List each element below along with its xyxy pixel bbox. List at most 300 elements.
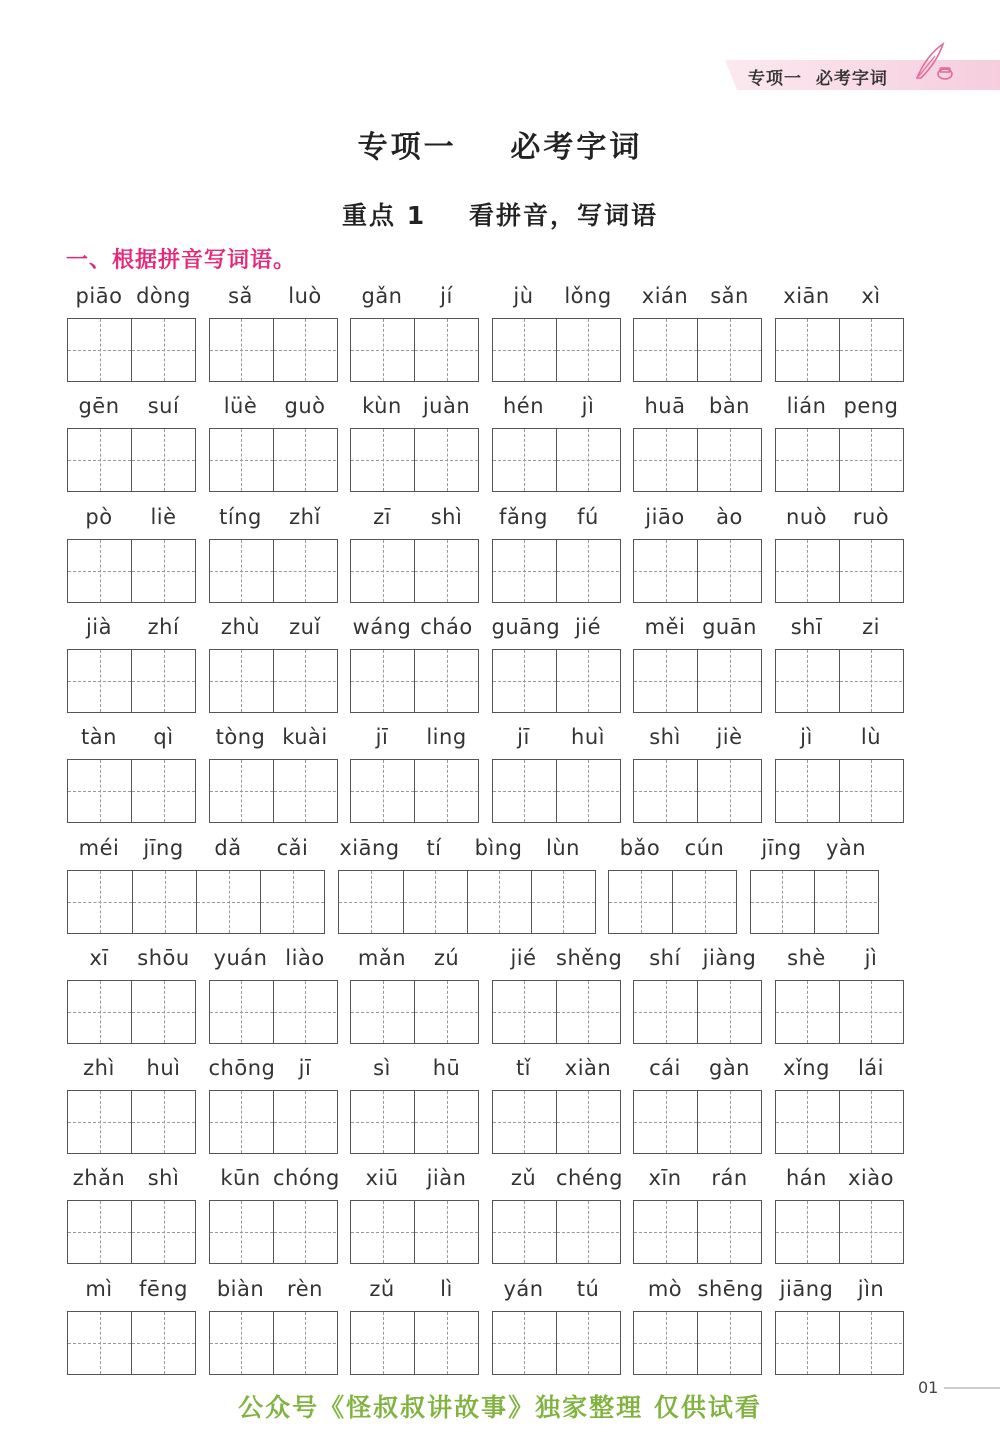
- writing-cell[interactable]: [68, 429, 131, 491]
- writing-cell[interactable]: [776, 429, 839, 491]
- writing-cell[interactable]: [131, 1312, 195, 1374]
- writing-cell[interactable]: [814, 871, 878, 933]
- writing-cell[interactable]: [697, 319, 761, 381]
- writing-cell[interactable]: [556, 981, 620, 1043]
- writing-cell[interactable]: [414, 760, 478, 822]
- writing-cell[interactable]: [493, 1091, 556, 1153]
- writing-cell[interactable]: [210, 319, 273, 381]
- writing-cell[interactable]: [351, 1091, 414, 1153]
- writing-cell[interactable]: [414, 1201, 478, 1263]
- pinyin-syllable: rán: [711, 1166, 748, 1191]
- pinyin-syllable: huì: [571, 725, 605, 750]
- writing-boxes: [209, 649, 338, 713]
- writing-boxes: [775, 759, 904, 823]
- writing-cell[interactable]: [351, 760, 414, 822]
- writing-boxes: [209, 539, 338, 603]
- writing-cell[interactable]: [493, 319, 556, 381]
- writing-boxes: [350, 980, 479, 1044]
- writing-cell[interactable]: [634, 429, 697, 491]
- writing-cell[interactable]: [351, 319, 414, 381]
- writing-cell[interactable]: [697, 650, 761, 712]
- pinyin-syllable: cái: [649, 1056, 681, 1081]
- writing-cell[interactable]: [776, 319, 839, 381]
- writing-cell[interactable]: [467, 871, 531, 933]
- writing-cell[interactable]: [556, 1091, 620, 1153]
- writing-boxes: [350, 1090, 479, 1154]
- pinyin-syllable: ruò: [852, 504, 890, 529]
- writing-cell[interactable]: [634, 1201, 697, 1263]
- pinyin-syllable: lái: [857, 1056, 885, 1081]
- pinyin-syllable: juàn: [422, 394, 471, 419]
- writing-cell[interactable]: [196, 871, 260, 933]
- writing-boxes: [775, 1090, 904, 1154]
- header-section-label: 专项一 必考字词: [748, 69, 888, 89]
- pinyin-syllable: rèn: [287, 1276, 323, 1301]
- pinyin-syllable: guò: [284, 394, 326, 419]
- writing-cell[interactable]: [493, 981, 556, 1043]
- exercise-row: [67, 1056, 907, 1156]
- writing-boxes: [67, 318, 196, 382]
- pinyin-syllable: zǔ: [369, 1276, 395, 1301]
- exercise-row: [67, 394, 907, 494]
- writing-cell[interactable]: [531, 871, 595, 933]
- pinyin-syllable: gàn: [708, 1056, 750, 1081]
- pinyin-syllable: sǎ: [228, 284, 253, 308]
- writing-cell[interactable]: [414, 319, 478, 381]
- writing-cell[interactable]: [493, 1201, 556, 1263]
- pinyin-syllable: jī: [517, 725, 530, 750]
- pinyin-syllable: mò: [647, 1276, 683, 1301]
- writing-boxes: [67, 870, 325, 934]
- writing-cell[interactable]: [273, 1201, 337, 1263]
- writing-boxes: [633, 980, 762, 1044]
- pinyin-syllable: zǔ: [510, 1166, 537, 1191]
- writing-cell[interactable]: [68, 319, 131, 381]
- pinyin-syllable: sì: [373, 1056, 391, 1081]
- writing-boxes: [350, 539, 479, 603]
- pinyin-syllable: zuǐ: [289, 614, 321, 639]
- writing-cell[interactable]: [634, 981, 697, 1043]
- pinyin-syllable: chóng: [273, 1166, 340, 1191]
- writing-boxes: [67, 539, 196, 603]
- pinyin-syllable: huì: [146, 1056, 181, 1081]
- writing-boxes: [633, 1090, 762, 1154]
- writing-cell[interactable]: [68, 1091, 131, 1153]
- writing-boxes: [633, 649, 762, 713]
- writing-cell[interactable]: [68, 540, 131, 602]
- pinyin-syllable: jì: [864, 945, 878, 970]
- pinyin-syllable: shěng: [556, 945, 623, 970]
- writing-cell[interactable]: [839, 1312, 903, 1374]
- writing-boxes: [209, 428, 338, 492]
- writing-cell[interactable]: [697, 1312, 761, 1374]
- pinyin-syllable: lǒng: [564, 284, 612, 308]
- writing-boxes: [775, 649, 904, 713]
- writing-boxes: [775, 428, 904, 492]
- pinyin-syllable: mǎn: [357, 945, 407, 970]
- pinyin-syllable: jīng: [143, 835, 184, 860]
- writing-cell[interactable]: [672, 871, 736, 933]
- writing-boxes: [492, 1311, 621, 1375]
- writing-cell[interactable]: [339, 871, 403, 933]
- writing-boxes: [209, 980, 338, 1044]
- writing-cell[interactable]: [839, 760, 903, 822]
- pinyin-syllable: xiū: [365, 1166, 399, 1191]
- pinyin-syllable: zhù: [220, 614, 261, 639]
- writing-cell[interactable]: [634, 319, 697, 381]
- pinyin-syllable: biàn: [216, 1276, 265, 1301]
- writing-boxes: [492, 759, 621, 823]
- writing-boxes: [67, 1090, 196, 1154]
- pinyin-syllable: tí: [426, 835, 442, 860]
- pinyin-syllable: xián: [641, 284, 689, 308]
- pinyin-syllable: chōng: [208, 1056, 276, 1081]
- pinyin-syllable: tǐ: [515, 1056, 532, 1081]
- pinyin-syllable: lù: [860, 725, 882, 750]
- pinyin-syllable: bàn: [708, 394, 750, 419]
- writing-cell[interactable]: [776, 650, 839, 712]
- writing-boxes: [350, 1311, 479, 1375]
- writing-cell[interactable]: [697, 540, 761, 602]
- pinyin-syllable: jù: [513, 284, 534, 308]
- pinyin-syllable: gēn: [78, 394, 120, 419]
- pinyin-syllable: méi: [78, 835, 120, 860]
- writing-boxes: [350, 428, 479, 492]
- writing-cell[interactable]: [697, 760, 761, 822]
- pinyin-syllable: shī: [790, 614, 823, 639]
- writing-cell[interactable]: [493, 650, 556, 712]
- writing-cell[interactable]: [68, 981, 131, 1043]
- writing-cell[interactable]: [839, 981, 903, 1043]
- pinyin-syllable: zī: [373, 504, 391, 529]
- writing-cell[interactable]: [839, 429, 903, 491]
- pinyin-syllable: ào: [716, 504, 743, 529]
- writing-cell[interactable]: [403, 871, 467, 933]
- writing-boxes: [350, 1200, 479, 1264]
- pinyin-syllable: luò: [288, 284, 322, 308]
- writing-cell[interactable]: [351, 1201, 414, 1263]
- pinyin-syllable: liào: [285, 945, 325, 970]
- pinyin-syllable: jiāng: [779, 1276, 834, 1301]
- pinyin-syllable: jì: [800, 725, 813, 750]
- pinyin-syllable: chéng: [556, 1166, 623, 1191]
- writing-cell[interactable]: [839, 319, 903, 381]
- writing-cell[interactable]: [351, 981, 414, 1043]
- pinyin-syllable: tòng: [215, 725, 266, 750]
- pinyin-syllable: dòng: [136, 284, 191, 308]
- writing-cell[interactable]: [210, 650, 273, 712]
- writing-cell[interactable]: [273, 981, 337, 1043]
- pinyin-syllable: jiàn: [426, 1166, 467, 1191]
- pinyin-syllable: huā: [644, 394, 686, 419]
- pinyin-syllable: xīn: [648, 1166, 682, 1191]
- writing-cell[interactable]: [131, 429, 195, 491]
- writing-cell[interactable]: [68, 1312, 131, 1374]
- writing-boxes: [775, 318, 904, 382]
- writing-cell[interactable]: [131, 319, 195, 381]
- writing-boxes: [633, 428, 762, 492]
- pinyin-syllable: bǎo: [619, 835, 661, 860]
- pinyin-syllable: shì: [147, 1166, 180, 1191]
- writing-cell[interactable]: [414, 981, 478, 1043]
- writing-boxes: [209, 759, 338, 823]
- writing-cell[interactable]: [210, 1201, 273, 1263]
- pinyin-syllable: jiāo: [645, 504, 685, 529]
- exercise-row: [67, 284, 907, 384]
- pinyin-syllable: ling: [426, 725, 467, 750]
- pinyin-syllable: jī: [375, 725, 389, 750]
- writing-cell[interactable]: [131, 1091, 195, 1153]
- writing-cell[interactable]: [414, 1091, 478, 1153]
- writing-cell[interactable]: [210, 760, 273, 822]
- pinyin-syllable: jié: [574, 614, 602, 639]
- writing-cell[interactable]: [556, 1201, 620, 1263]
- writing-cell[interactable]: [493, 760, 556, 822]
- pinyin-syllable: gǎn: [361, 284, 403, 308]
- writing-cell[interactable]: [776, 540, 839, 602]
- exercise-row: [67, 836, 907, 936]
- writing-cell[interactable]: [776, 981, 839, 1043]
- writing-cell[interactable]: [351, 540, 414, 602]
- pinyin-syllable: jià: [85, 614, 113, 639]
- writing-cell[interactable]: [697, 1091, 761, 1153]
- pinyin-syllable: jié: [510, 945, 537, 970]
- writing-boxes: [633, 539, 762, 603]
- writing-cell[interactable]: [751, 871, 814, 933]
- pinyin-syllable: jìn: [857, 1276, 885, 1301]
- writing-boxes: [492, 649, 621, 713]
- exercise-row: [67, 725, 907, 825]
- pinyin-syllable: hán: [786, 1166, 827, 1191]
- pinyin-syllable: bìng: [474, 835, 523, 860]
- writing-cell[interactable]: [414, 650, 478, 712]
- writing-cell[interactable]: [556, 760, 620, 822]
- writing-cell[interactable]: [351, 429, 414, 491]
- pinyin-syllable: kuài: [282, 725, 328, 750]
- pinyin-syllable: tíng: [219, 504, 262, 529]
- writing-cell[interactable]: [131, 650, 195, 712]
- writing-cell[interactable]: [210, 981, 273, 1043]
- pinyin-syllable: lùn: [546, 835, 580, 860]
- pinyin-syllable: jīng: [761, 835, 802, 860]
- writing-boxes: [350, 649, 479, 713]
- writing-boxes: [492, 980, 621, 1044]
- pinyin-syllable: mì: [85, 1276, 113, 1301]
- writing-cell[interactable]: [609, 871, 672, 933]
- writing-boxes: [209, 1311, 338, 1375]
- writing-boxes: [633, 318, 762, 382]
- writing-cell[interactable]: [634, 1312, 697, 1374]
- writing-cell[interactable]: [839, 650, 903, 712]
- writing-cell[interactable]: [131, 540, 195, 602]
- pinyin-syllable: hén: [502, 394, 545, 419]
- writing-boxes: [67, 428, 196, 492]
- writing-boxes: [608, 870, 737, 934]
- writing-boxes: [633, 1200, 762, 1264]
- pinyin-syllable: fēng: [139, 1276, 188, 1301]
- pinyin-syllable: suí: [147, 394, 180, 419]
- writing-boxes: [338, 870, 596, 934]
- section-heading: 一、根据拼音写词语。: [66, 248, 297, 273]
- pinyin-syllable: cún: [684, 835, 725, 860]
- pinyin-syllable: sǎn: [710, 284, 749, 308]
- pinyin-syllable: zi: [862, 614, 880, 639]
- writing-cell[interactable]: [273, 1091, 337, 1153]
- writing-cell[interactable]: [273, 650, 337, 712]
- pinyin-syllable: kùn: [362, 394, 402, 419]
- writing-cell[interactable]: [210, 540, 273, 602]
- writing-cell[interactable]: [776, 1201, 839, 1263]
- writing-boxes: [209, 318, 338, 382]
- writing-cell[interactable]: [68, 1201, 131, 1263]
- writing-boxes: [350, 318, 479, 382]
- pinyin-syllable: xiàn: [564, 1056, 612, 1081]
- writing-boxes: [633, 759, 762, 823]
- pinyin-syllable: shí: [649, 945, 681, 970]
- page-number: 01: [918, 1378, 939, 1397]
- writing-cell[interactable]: [839, 1201, 903, 1263]
- pinyin-syllable: fǎng: [499, 504, 548, 529]
- writing-boxes: [350, 759, 479, 823]
- pinyin-syllable: zhì: [83, 1056, 115, 1081]
- page-title: 专项一 必考字词: [357, 130, 643, 165]
- writing-cell[interactable]: [839, 1091, 903, 1153]
- writing-cell[interactable]: [273, 429, 337, 491]
- watermark: 公众号《怪叔叔讲故事》独家整理 仅供试看: [238, 1393, 762, 1422]
- writing-boxes: [209, 1090, 338, 1154]
- writing-cell[interactable]: [556, 540, 620, 602]
- writing-cell[interactable]: [493, 1312, 556, 1374]
- pinyin-syllable: piāo: [75, 284, 123, 308]
- writing-cell[interactable]: [634, 650, 697, 712]
- writing-cell[interactable]: [493, 429, 556, 491]
- writing-cell[interactable]: [210, 1312, 273, 1374]
- pinyin-syllable: yán: [503, 1276, 544, 1301]
- writing-cell[interactable]: [697, 1201, 761, 1263]
- writing-cell[interactable]: [351, 1312, 414, 1374]
- pinyin-syllable: shè: [787, 945, 826, 970]
- writing-boxes: [775, 539, 904, 603]
- writing-cell[interactable]: [414, 429, 478, 491]
- writing-cell[interactable]: [132, 871, 196, 933]
- pinyin-syllable: xiān: [783, 284, 830, 308]
- pinyin-syllable: xì: [861, 284, 881, 308]
- exercise-row: [67, 946, 907, 1046]
- writing-cell[interactable]: [210, 429, 273, 491]
- writing-boxes: [492, 318, 621, 382]
- writing-cell[interactable]: [131, 760, 195, 822]
- writing-cell[interactable]: [697, 981, 761, 1043]
- writing-cell[interactable]: [351, 650, 414, 712]
- pinyin-syllable: shì: [649, 725, 681, 750]
- writing-cell[interactable]: [776, 760, 839, 822]
- writing-cell[interactable]: [634, 1091, 697, 1153]
- pinyin-syllable: tàn: [81, 725, 117, 750]
- writing-cell[interactable]: [556, 650, 620, 712]
- writing-cell[interactable]: [68, 760, 131, 822]
- pinyin-syllable: guāng: [491, 614, 561, 639]
- pinyin-syllable: qì: [153, 725, 174, 750]
- writing-cell[interactable]: [697, 429, 761, 491]
- writing-boxes: [492, 1200, 621, 1264]
- pinyin-syllable: xiào: [848, 1166, 894, 1191]
- pinyin-syllable: dǎ: [214, 835, 242, 860]
- writing-cell[interactable]: [556, 429, 620, 491]
- page-subtitle: 重点 1 看拼音，写词语: [342, 201, 658, 230]
- pinyin-syllable: jì: [581, 394, 595, 419]
- writing-cell[interactable]: [68, 871, 132, 933]
- writing-cell[interactable]: [634, 540, 697, 602]
- exercise-row: [67, 1277, 907, 1377]
- writing-boxes: [775, 980, 904, 1044]
- writing-boxes: [67, 980, 196, 1044]
- writing-cell[interactable]: [556, 319, 620, 381]
- pinyin-syllable: wáng: [352, 614, 412, 639]
- pinyin-syllable: yàn: [825, 835, 867, 860]
- pinyin-syllable: zú: [433, 945, 460, 970]
- writing-cell[interactable]: [414, 1312, 478, 1374]
- writing-boxes: [67, 1311, 196, 1375]
- pinyin-syllable: pò: [85, 504, 113, 529]
- pinyin-syllable: shēng: [697, 1276, 764, 1301]
- pinyin-syllable: xiāng: [339, 835, 400, 860]
- pinyin-syllable: zhǎn: [72, 1166, 126, 1191]
- writing-cell[interactable]: [131, 981, 195, 1043]
- writing-cell[interactable]: [634, 760, 697, 822]
- pinyin-syllable: lì: [440, 1276, 453, 1301]
- exercise-row: [67, 505, 907, 605]
- pinyin-syllable: shì: [430, 504, 463, 529]
- writing-cell[interactable]: [131, 1201, 195, 1263]
- writing-boxes: [775, 1200, 904, 1264]
- writing-cell[interactable]: [839, 540, 903, 602]
- writing-cell[interactable]: [273, 540, 337, 602]
- writing-cell[interactable]: [210, 1091, 273, 1153]
- writing-cell[interactable]: [776, 1091, 839, 1153]
- writing-cell[interactable]: [273, 760, 337, 822]
- writing-cell[interactable]: [260, 871, 324, 933]
- pinyin-syllable: jí: [440, 284, 453, 308]
- writing-boxes: [492, 428, 621, 492]
- writing-cell[interactable]: [556, 1312, 620, 1374]
- writing-boxes: [492, 539, 621, 603]
- pinyin-syllable: tú: [576, 1276, 600, 1301]
- writing-cell[interactable]: [493, 540, 556, 602]
- feather-pen-icon: [913, 42, 957, 84]
- pinyin-syllable: kūn: [220, 1166, 261, 1191]
- pinyin-syllable: shōu: [137, 945, 190, 970]
- pinyin-syllable: měi: [644, 614, 686, 639]
- writing-cell[interactable]: [776, 1312, 839, 1374]
- pinyin-syllable: hū: [432, 1056, 461, 1081]
- writing-cell[interactable]: [273, 319, 337, 381]
- pinyin-syllable: guān: [702, 614, 757, 639]
- pinyin-syllable: zhǐ: [289, 504, 321, 529]
- pinyin-syllable: cháo: [420, 614, 473, 639]
- exercise-row: [67, 1166, 907, 1266]
- pinyin-syllable: jiàng: [702, 945, 757, 970]
- pinyin-syllable: peng: [843, 394, 899, 419]
- writing-cell[interactable]: [273, 1312, 337, 1374]
- writing-cell[interactable]: [414, 540, 478, 602]
- writing-boxes: [775, 1311, 904, 1375]
- pinyin-syllable: cǎi: [276, 835, 309, 860]
- pinyin-syllable: fú: [577, 504, 599, 529]
- pinyin-syllable: xǐng: [783, 1056, 830, 1081]
- pinyin-syllable: nuò: [786, 504, 827, 529]
- writing-cell[interactable]: [68, 650, 131, 712]
- pinyin-syllable: lián: [786, 394, 827, 419]
